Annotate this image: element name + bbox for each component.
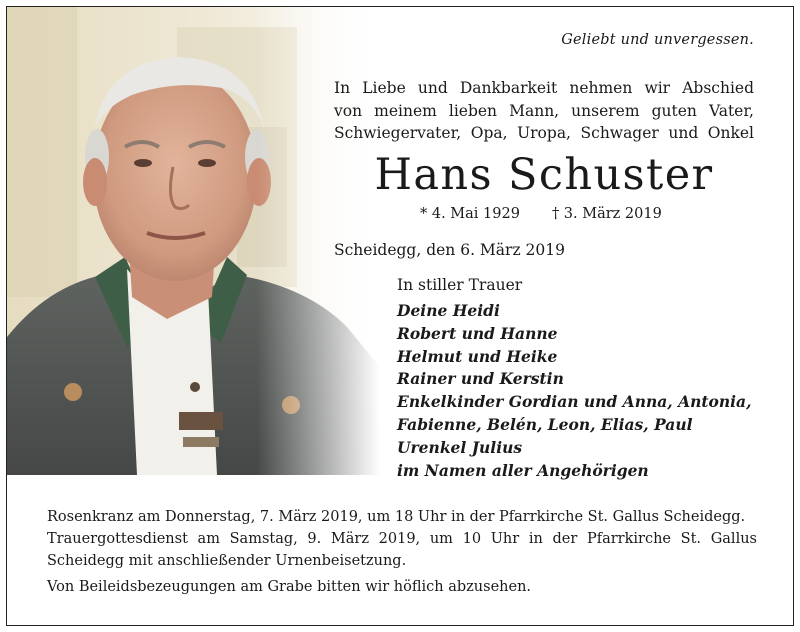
mourner-line: Rainer und Kerstin [397,369,564,389]
mourner-line: Deine Heidi [397,301,500,320]
mourner-line: Helmut und Heike [397,346,558,366]
motto: Geliebt und unvergessen. [561,32,754,48]
mourner-line: Robert und Hanne [397,323,558,343]
service-info [47,506,757,598]
life-dates [420,206,662,222]
portrait-photo [7,7,380,475]
intro-line: In Liebe und Dankbarkeit nehmen wir Abschied [334,79,754,97]
intro-line: Schwiegervater, Opa, Uropa, Schwager und Onkel [334,124,754,142]
place-date: Scheidegg, den 6. März 2019 [334,241,565,259]
mourner-line: Fabienne, Belén, Leon, Elias, Paul [397,414,693,434]
deceased-name: Hans Schuster [374,150,714,200]
intro-line: von meinem lieben Mann, unserem guten Vater, [334,101,754,120]
mourners-list [397,300,757,482]
mourner-line: Urenkel Julius [397,437,523,457]
condolences-note: Von Beileidsbezeugungen am Grabe bitten wir höflich abzusehen. [47,579,532,595]
rosary-info: Rosenkranz am Donnerstag, 7. März 2019, um 18 Uhr in der Pfarrkirche St. Gallus Scheidegg. [47,509,746,525]
birth-date: * 4. Mai 1929 [420,206,520,222]
intro-text [334,77,754,145]
mourning-label: In stiller Trauer [397,276,523,294]
mourner-line: Enkelkinder Gordian und Anna, Antonia, [397,392,752,412]
mourner-line: im Namen aller Angehörigen [397,460,649,480]
funeral-info: Trauergottesdienst am Samstag, 9. März 2019, um 10 Uhr in der Pfarrkirche St. Gallus Scheidegg mit anschließender Urnenbeisetzung. [47,531,757,569]
death-date: † 3. März 2019 [551,206,662,222]
